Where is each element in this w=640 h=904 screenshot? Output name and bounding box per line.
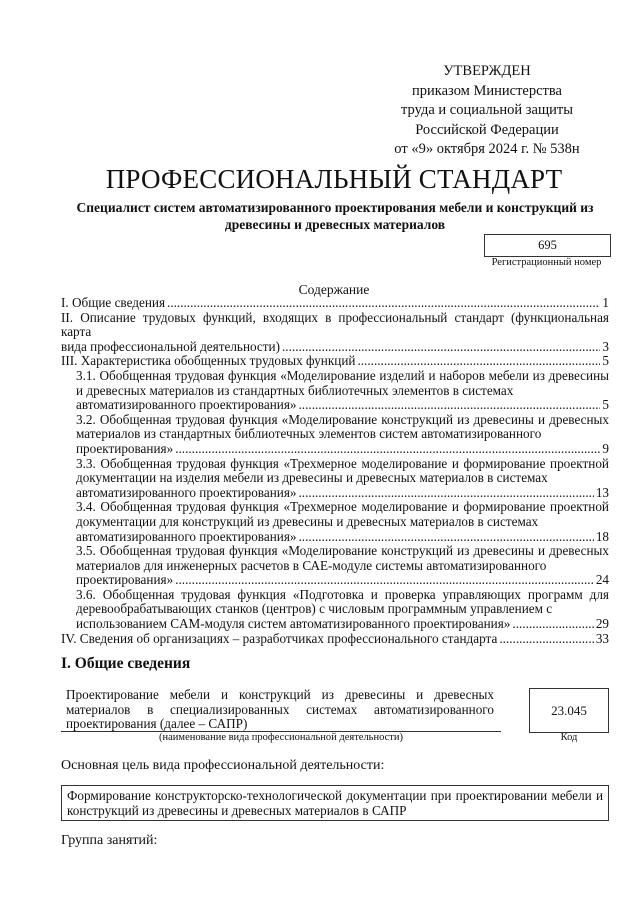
toc-page-number: 3 bbox=[602, 338, 609, 354]
toc-entry[interactable] bbox=[61, 457, 609, 501]
toc-entry-title: автоматизированного проектирования» bbox=[76, 397, 297, 413]
activity-name: Проектирование мебели и конструкций из древесины и древесных материалов в специализированных системах автоматизированного проектирования (далее – САПР) bbox=[66, 687, 494, 732]
toc-entry-title: использованием CAM-модуля систем автоматизированного проектирования» bbox=[76, 616, 511, 632]
toc-leader-dots bbox=[299, 530, 594, 545]
toc-page-number: 33 bbox=[595, 630, 609, 646]
toc-page-number: 24 bbox=[595, 572, 609, 588]
goal-label: Основная цель вида профессиональной деятельности: bbox=[61, 758, 385, 773]
registration-label: Регистрационный номер bbox=[491, 257, 602, 268]
approval-line: Российской Федерации bbox=[415, 121, 559, 138]
toc-page-number: 18 bbox=[595, 528, 609, 544]
toc-leader-dots bbox=[499, 632, 593, 647]
toc-entry[interactable] bbox=[61, 413, 609, 457]
approval-line: от «9» октября 2024 г. № 538н bbox=[394, 141, 580, 157]
toc-entry-text: II. Описание трудовых функций, входящих в профессиональный стандарт (функциональная карта bbox=[61, 309, 609, 340]
toc-entry-title: автоматизированного проектирования» bbox=[76, 528, 297, 544]
document-title: ПРОФЕССИОНАЛЬНЫЙ СТАНДАРТ bbox=[105, 164, 563, 194]
toc-page-number: 5 bbox=[602, 397, 609, 413]
toc-leader-dots bbox=[357, 354, 600, 369]
approval-line: приказом Министерства bbox=[412, 82, 562, 99]
toc-leader-dots bbox=[299, 398, 601, 413]
toc-entry-title: IV. Сведения об организациях – разработчиках профессионального стандарта bbox=[61, 630, 498, 646]
toc-entry-title: вида профессиональной деятельности) bbox=[61, 338, 280, 354]
toc-entry-text: 3.6. Обобщенная трудовая функция «Подготовка и проверка управляющих программ для деревообрабатывающих станков (центров) с числовым программным управлением с bbox=[76, 586, 609, 617]
code-caption: Код bbox=[560, 732, 578, 743]
toc-entry[interactable] bbox=[61, 500, 609, 544]
toc-entry[interactable] bbox=[61, 311, 609, 355]
toc-leader-dots bbox=[175, 442, 600, 457]
toc-entry-title: III. Характеристика обобщенных трудовых функций bbox=[61, 353, 356, 369]
toc-entry-text: 3.4. Обобщенная трудовая функция «Трехмерное моделирование и формирование проектной документации для конструкций из древесины и древесных материалов в системах bbox=[76, 499, 609, 529]
toc-leader-dots bbox=[282, 340, 600, 355]
toc-leader-dots bbox=[512, 617, 593, 632]
toc-entry-text: 3.2. Обобщенная трудовая функция «Моделирование конструкций из древесины и древесных материалов из стандартных библиотечных элементов систем автоматизированного bbox=[76, 411, 609, 442]
toc-entry[interactable] bbox=[61, 354, 609, 369]
toc-page-number: 13 bbox=[595, 484, 609, 500]
toc-page-number: 5 bbox=[602, 353, 609, 369]
toc-entry-text: 3.3. Обобщенная трудовая функция «Трехмерное моделирование и формирование проектной документации на изделия мебели из древесины и древесных материалов в системах bbox=[76, 455, 609, 486]
toc-leader-dots bbox=[175, 573, 594, 588]
toc-entry[interactable] bbox=[61, 544, 609, 588]
group-label: Группа занятий: bbox=[61, 833, 158, 848]
toc-leader-dots bbox=[299, 486, 594, 501]
toc-entry-title: проектирования» bbox=[76, 572, 174, 588]
section-heading: I. Общие сведения bbox=[61, 655, 191, 672]
goal-text: Формирование конструкторско-технологической документации при проектировании мебели и конструкций из древесины и древесных материалов в САПР bbox=[61, 785, 609, 821]
toc-entry-title: I. Общие сведения bbox=[61, 295, 166, 310]
activity-code: 23.045 bbox=[529, 688, 609, 733]
toc-page-number: 1 bbox=[602, 295, 609, 310]
toc-entry[interactable] bbox=[61, 369, 609, 413]
toc-leader-dots bbox=[167, 296, 600, 311]
toc-page-number: 9 bbox=[602, 440, 609, 456]
toc-entry-title: автоматизированного проектирования» bbox=[76, 484, 297, 500]
toc-entry-title: проектирования» bbox=[76, 440, 174, 456]
toc-entry-text: 3.1. Обобщенная трудовая функция «Моделирование изделий и наборов мебели из древесины и древесных материалов из стандартных библиотечных элементов в системах bbox=[76, 367, 609, 398]
toc-entry[interactable] bbox=[61, 588, 609, 632]
registration-number: 695 bbox=[484, 234, 611, 257]
activity-caption: (наименование вида профессиональной деятельности) bbox=[159, 732, 403, 743]
toc-entry[interactable] bbox=[61, 296, 609, 311]
approval-line: труда и социальной защиты bbox=[401, 102, 573, 118]
contents-heading: Содержание bbox=[298, 282, 370, 297]
approval-line: УТВЕРЖДЕН bbox=[443, 63, 531, 79]
toc-entry[interactable] bbox=[61, 632, 609, 647]
approval-block bbox=[372, 62, 602, 160]
toc-entry-text: 3.5. Обобщенная трудовая функция «Моделирование конструкций из древесины и древесных материалов для инженерных расчетов в САЕ-модуле системы автоматизированного bbox=[76, 543, 609, 573]
table-of-contents bbox=[61, 296, 609, 646]
toc-page-number: 29 bbox=[595, 616, 609, 632]
document-subtitle: Специалист систем автоматизированного проектирования мебели и конструкций из древесины и древесных материалов bbox=[76, 200, 594, 232]
